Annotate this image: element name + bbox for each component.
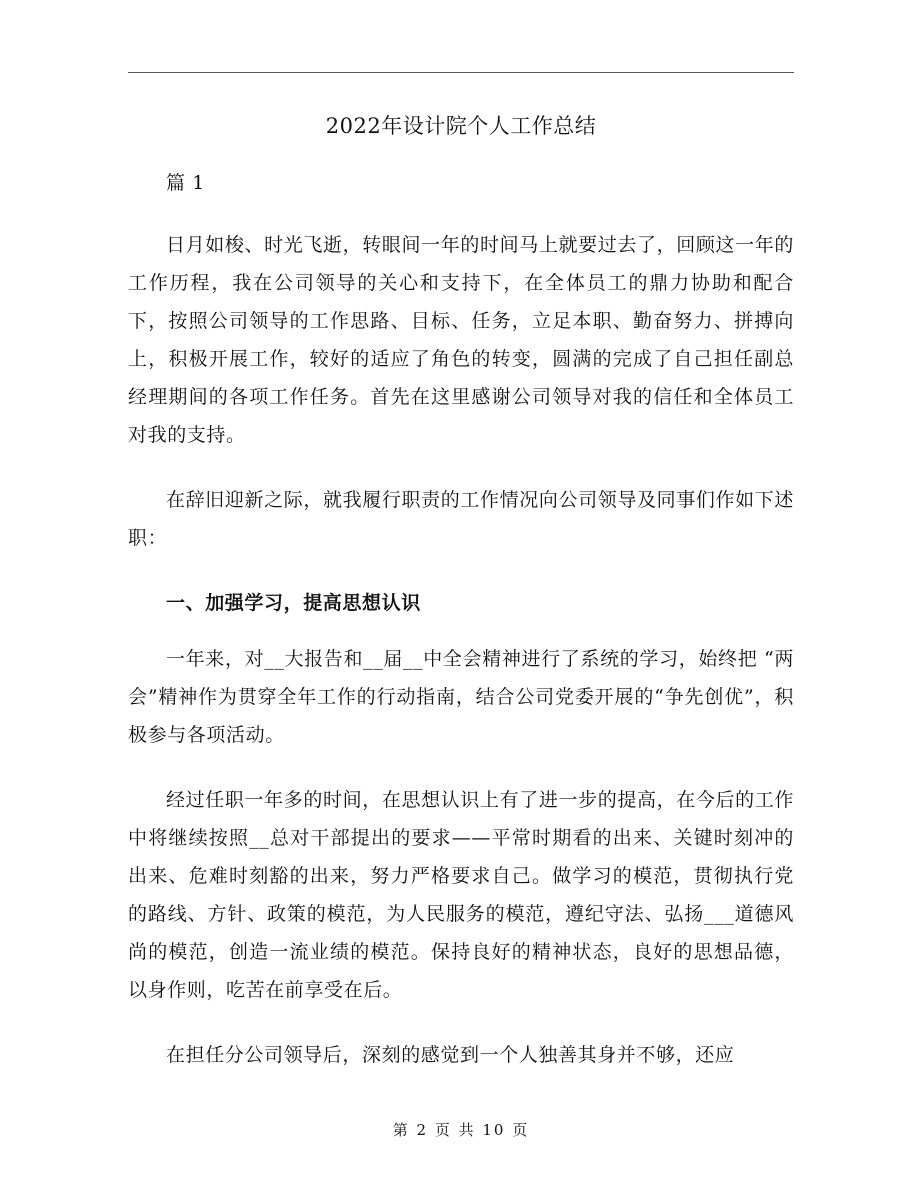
page-number-footer: 第 2 页 共 10 页 [392,1121,530,1139]
document-body [128,164,794,1101]
header-rule [128,72,794,73]
section-label: 篇 1 [166,172,205,194]
section-heading: 一、加强学习，提高思想认识 [166,592,421,614]
paragraph: 在担任分公司领导后，深刻的感觉到一个人独善其身并不够，还应 [166,1044,735,1066]
paragraph: 日月如梭、时光飞逝，转眼间一年的时间马上就要过去了，回顾这一年的工作历程，我在公司领导的关心和支持下，在全体员工的鼎力协助和配合下，按照公司领导的工作思路、目标、任务，立足本职、勤奋努力、拼搏向上，积极开展工作，较好的适应了角色的转变，圆满的完成了自己担任副总经理期间的各项工作任务。首先在这里感谢公司领导对我的信任和全体员工对我的支持。 [128,234,794,446]
paragraph: 经过任职一年多的时间，在思想认识上有了进一步的提高，在今后的工作中将继续按照__总对干部提出的要求——平常时期看的出来、关键时刻冲的出来、危难时刻豁的出来，努力严格要求自己。做学习的模范，贯彻执行党的路线、方针、政策的模范，为人民服务的模范，遵纪守法、弘扬___道德风尚的模范，创造一流业绩的模范。保持良好的精神状态，良好的思想品德，以身作则，吃苦在前享受在后。 [128,789,794,1001]
paragraph: 在辞旧迎新之际，就我履行职责的工作情况向公司领导及同事们作如下述职： [128,489,794,549]
document-title: 2022年设计院个人工作总结 [325,114,597,138]
paragraph: 一年来，对__大报告和__届__中全会精神进行了系统的学习，始终把 “两会”精神作为贯穿全年工作的行动指南，结合公司党委开展的“争先创优”，积极参与各项活动。 [128,648,794,746]
